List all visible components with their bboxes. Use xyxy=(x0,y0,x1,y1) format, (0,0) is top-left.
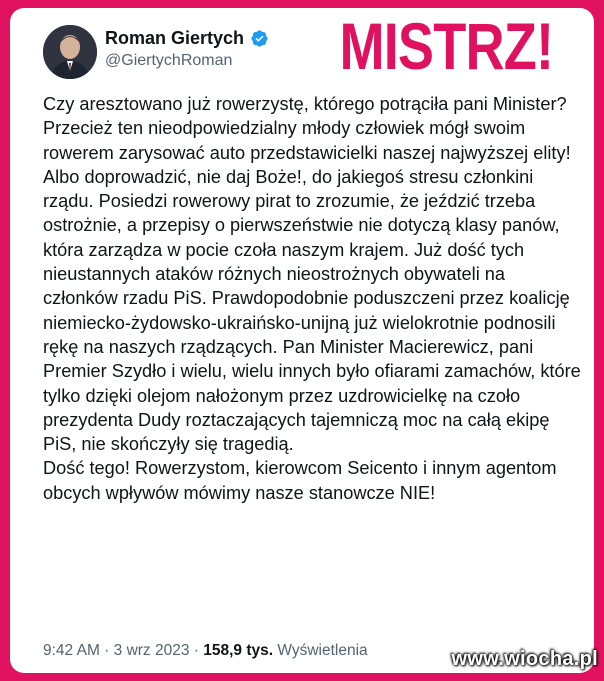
tweet-text xyxy=(43,92,583,505)
tweet-meta xyxy=(43,642,368,660)
mistrz-text: MISTRZ! xyxy=(339,9,553,83)
author-name-row xyxy=(105,28,269,49)
views-count: 158,9 tys. xyxy=(203,642,274,659)
tweet-paragraph: Czy aresztowano już rowerzystę, którego potrąciła pani Minister? Przecież ten nieodpowiedzialny młody człowiek mógł swoim rowerem zarysować auto przedstawicielki naszej najwyższej elity! Albo doprowadzić, nie daj Boże!, do jakiegoś stresu członkini rządu. Posiedzi rowerowy pirat to zrozumie, że jeździć trzeba ostrożnie, a przepisy o pierwszeństwie nie dotyczą klasy panów, która zarządza w pocie czoła naszym krajem. Już dość tych nieustannych ataków różnych nieostrożnych obywateli na członków rzadu PiS. Prawdopodobnie poduszczeni przez koalicję niemiecko-żydowsko-ukraińsko-unijną już wielokrotnie podnosili rękę na naszych rządzących. Pan Minister Macierewicz, pani Premier Szydło i wielu, wielu innych było ofiarami zamachów, które tylko dzięki olejom nałożonym przez uzdrowicielkę na czoło prezydenta Dudy roztaczających tajemniczą moc na całą ekipę PiS, nie skończyły się tragedią. xyxy=(43,94,581,455)
tweet-timestamp[interactable]: 9:42 AM · 3 wrz 2023 · xyxy=(43,642,204,659)
views-label: Wyświetlenia xyxy=(273,642,368,659)
avatar[interactable] xyxy=(43,25,97,79)
tweet-card xyxy=(10,8,594,673)
avatar-portrait xyxy=(43,25,97,79)
author-handle[interactable]: @GiertychRoman xyxy=(105,52,233,69)
site-watermark: www.wiocha.pl xyxy=(451,648,598,670)
author-name[interactable]: Roman Giertych xyxy=(105,28,245,48)
verified-badge-icon xyxy=(250,29,269,48)
tweet-paragraph: Dość tego! Rowerzystom, kierowcom Seicento i innym agentom obcych wpływów mówimy nasze stanowcze NIE! xyxy=(43,458,557,503)
mistrz-overlay-label xyxy=(315,8,577,86)
